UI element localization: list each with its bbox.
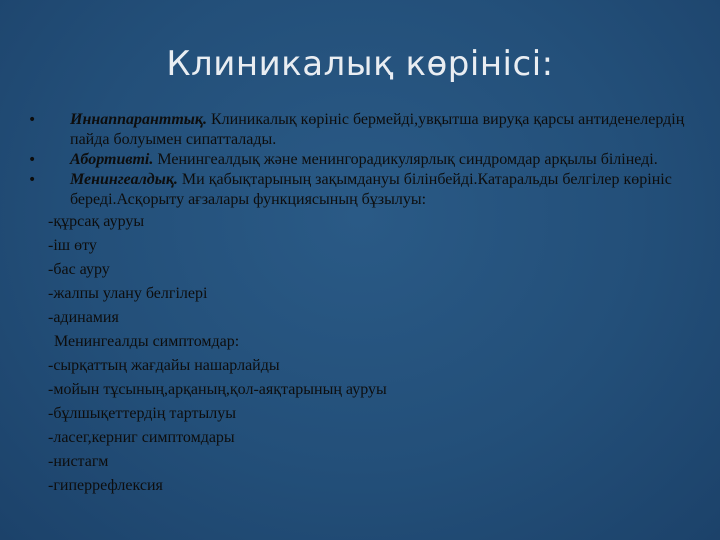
bullet-text: Ми қабықтарының зақымдануы білінбейді.Катаральды белгілер көрініс береді.Асқорыту ағзалары функциясының бұзылуы: <box>70 171 672 208</box>
bullet-item-1 <box>28 110 698 150</box>
slide-title: Клиникалық көрінісі: <box>166 44 554 84</box>
text-line: -мойын тұсының,арқаның,қол-аяқтарының ауруы <box>48 381 387 398</box>
bullet-term: Иннаппаранттық. <box>70 111 207 128</box>
text-line: -құрсақ ауруы <box>48 213 145 230</box>
bullet-marker: • <box>28 112 37 128</box>
bullet-term: Менингеалдық. <box>70 171 178 188</box>
bullet-term: Абортивті. <box>70 151 154 168</box>
text-line: -сырқаттың жағдайы нашарлайды <box>48 357 280 374</box>
bullet-text: Менингеалдық және менингорадикулярлық синдромдар арқылы білінеді. <box>153 151 658 168</box>
bullet-marker: • <box>28 152 37 168</box>
text-line: -жалпы улану белгілері <box>48 285 208 302</box>
text-line: -іш өту <box>48 237 97 254</box>
text-line: -бұлшықеттердің тартылуы <box>48 405 236 422</box>
text-line: -нистагм <box>48 453 109 470</box>
bullet-item-2 <box>28 150 698 170</box>
bullet-item-3 <box>28 170 698 210</box>
bullet-text: Клиникалық көрініс бермейді,увқытша вируқа қарсы антиденелердің пайда болуымен сипатталады. <box>70 111 685 148</box>
text-line: -ласег,керниг симптомдары <box>48 429 235 446</box>
section-heading: Менингеалды симптомдар: <box>54 333 240 350</box>
bullet-marker: • <box>28 172 37 188</box>
text-line: -адинамия <box>48 309 119 326</box>
text-line: -бас ауру <box>48 261 110 278</box>
text-line: -гиперрефлексия <box>48 477 163 494</box>
slide-content <box>28 110 698 498</box>
